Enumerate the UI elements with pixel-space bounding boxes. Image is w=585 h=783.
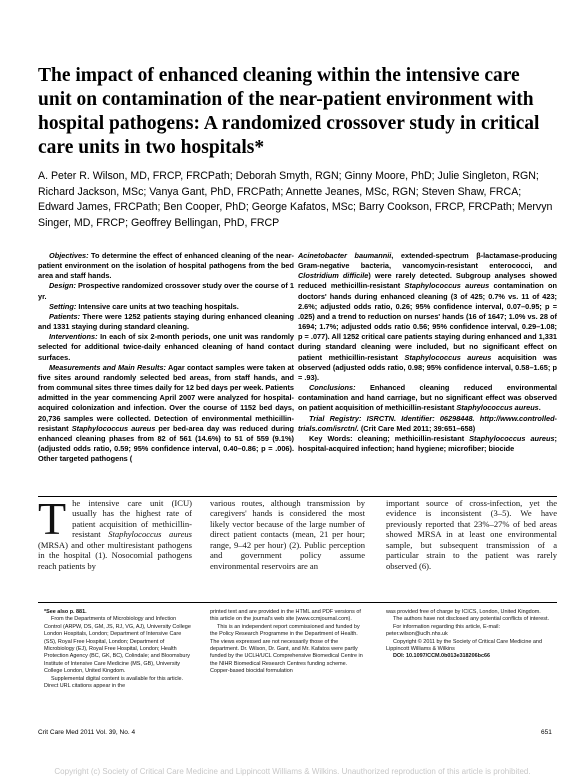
page-number: 651 — [541, 729, 552, 736]
drop-cap: T — [38, 493, 67, 544]
supplemental-note: Supplemental digital content is available for this article. Direct URL citations appear in the — [44, 675, 184, 690]
body-paragraph-2: various routes, although transmission by caregivers' hands is considered the most likely vector because of the large number of direct patient contacts (mean, 21 per hour; range, 9–42 per hour) (2). Public perception and government policy assume environmental reservoirs are an — [210, 498, 365, 571]
abstract-interventions: Interventions: In each of six 2-month periods, one unit was randomly selected for additional twice-daily enhanced cleaning of hand contact surfaces. — [38, 332, 294, 362]
abstract-objectives: Objectives: To determine the effect of enhanced cleaning of the near-patient environment on the isolation of hospital pathogens from the bed area and staff hands. — [38, 251, 294, 281]
conflicts-note: The authors have not disclosed any potential conflicts of interest. — [393, 616, 549, 623]
footnote-column-1 — [44, 609, 192, 690]
abstract-keywords: Key Words: cleaning; methicillin-resistant Staphylococcus aureus; hospital-acquired infection; hand hygiene; microfiber; biocide — [298, 433, 557, 453]
contact-note: For information regarding this article, E-mail: peter.wilson@uclh.nhs.uk — [386, 623, 500, 638]
copyright-note: Copyright © 2011 by the Society of Critical Care Medicine and Lippincott Williams & Wilkins — [386, 638, 542, 653]
footnote-divider — [38, 602, 557, 603]
abstract-measurements-cont: Acinetobacter baumannii, extended-spectrum β-lactamase-producing Gram-negative bacteria, vancomycin-resistant enterococci, and Clostridium difficile) were rarely detected. Subgroup analyses showed reduced methicillin-resistant Staphylococcus aureus contamination on doctors' hands during enhanced cleaning (3 of 425; 0.7% vs. 11 of 423; 2.6%; adjusted odds ratio, 0.26; 95% confidence interval, 0.07–0.95; p = .025) and a trend to reduction on nurses' hands (16 of 1647; 1.0% vs. 28 of 1694; 1.7%; adjusted odds ratio 0.56; 95% confidence interval, 0.29–1.08; p = .077). All 1252 critical care patients staying during enhanced and 1,331 during standard cleaning were included, but no significant effect on patient methicillin-resistant Staphylococcus aureus acquisition was observed (adjusted odds ratio, 0.98; 95% confidence interval, 0.58–1.65; p = .93). — [298, 251, 558, 382]
abstract-divider — [38, 496, 557, 497]
funding-note: This is an independent report commissioned and funded by the Policy Research Programme in the Department of Health. The views expressed are not necessarily those of the department. Dr. Wilson, Dr. Gant, and Mr. Kafatos were partly funded by the UCLH/UCL Comprehensive Biomedical Centre in the NIHR Biomedical Research Centres funding scheme. Copper-based biocidal formulation — [210, 623, 363, 675]
abstract-trial-registry: Trial Registry: ISRCTN. Identifier: 06298448. http://www.controlled-trials.com/isrctn/. (Crit Care Med 2011; 39:651–658) — [298, 413, 558, 433]
abstract-patients: Patients: There were 1252 patients staying during enhanced cleaning and 1331 staying during standard cleaning. — [38, 311, 294, 332]
body-column-2 — [210, 498, 365, 571]
abstract-right-column — [298, 251, 557, 454]
doi[interactable]: DOI: 10.1097/CCM.0b013e318206bc66 — [393, 653, 491, 660]
funding-note-cont: was provided free of charge by ICICS, London, United Kingdom. — [386, 609, 541, 615]
footnote-column-2 — [210, 609, 365, 676]
copyright-watermark: Copyright (c) Society of Critical Care Medicine and Lippincott Williams & Wilkins. Unauthorized reproduction of this article is prohibited. — [54, 767, 531, 776]
abstract-setting: Setting: Intensive care units at two teaching hospitals. — [49, 301, 239, 311]
abstract-left-column — [38, 251, 294, 464]
supplemental-note-cont: printed text and are provided in the HTML and PDF versions of this article on the journal's web site (www.ccmjournal.com). — [210, 609, 361, 623]
abstract-conclusions: Conclusions: Enhanced cleaning reduced environmental contamination and hand carriage, but no significant effect was observed on patient acquisition of methicillin-resistant Staphylococcus aureus. — [298, 383, 557, 413]
body-column-1 — [38, 493, 193, 571]
footnote-column-3 — [386, 609, 557, 661]
intro-paragraph: The intensive care unit (ICU) usually has the highest rate of patient acquisition of methicillin-resistant Staphylococcus aureus (MRSA) and other multiresistant pathogens in the hospital (1). Nosocomial pathogens reach patients by — [38, 493, 193, 571]
trial-registry-url[interactable]: ISRCTN. Identifier: 06298448. http://www.controlled-trials.com/isrctn/. — [298, 413, 558, 433]
article-title: The impact of enhanced cleaning within the intensive care unit on contamination of the near-patient environment with hospital pathogens: A randomized crossover study in critical care units in two hospitals* — [38, 65, 540, 158]
body-column-3 — [386, 498, 557, 571]
see-also-note: *See also p. 881. — [44, 609, 87, 615]
abstract-design: Design: Prospective randomized crossover study over the course of 1 yr. — [38, 281, 294, 301]
affiliations-note: From the Departments of Microbiology and Infection Control (ARPW, DS, GM, JS, RJ, VG, AJ), University College London Hospitals, London; Department of Intensive Care (SS), Royal Free Hospital, London; Department of Microbiology (EJ), Royal Free Hospital, London; Health Protection Agency (BC, GK, BC), Colindale; and Bloomsbury Institute of Intensive Care Medicine (MS, GB), University College London, United Kingdom. — [44, 616, 191, 675]
journal-citation: Crit Care Med 2011 Vol. 39, No. 4 — [38, 729, 136, 736]
author-list: A. Peter R. Wilson, MD, FRCP, FRCPath; Deborah Smyth, RGN; Ginny Moore, PhD; Julie Singleton, RGN; Richard Jackson, MSc; Vanya Gant, PhD, FRCPath; Annette Jeanes, MSc, RGN; Steven Shaw, FRCA; Edward James, FRCPath; Ben Cooper, PhD; George Kafatos, MSc; Barry Cookson, FRCP, FRCPath; Mervyn Singer, MD, FRCP; Geoffrey Bellingan, PhD, FRCP — [38, 170, 553, 229]
body-paragraph-3: important source of cross-infection, yet the evidence is inconsistent (3–5). We have previously reported that 23%–27% of bed areas showed MRSA in at least one environmental sample, but subsequent transmission of a particular strain to the patient was rarely observed (6). — [386, 498, 557, 571]
abstract-measurements: Measurements and Main Results: Agar contact samples were taken at five sites around randomly selected bed areas, from staff hands, and from communal sites three times daily for 12 bed days per week. Patients admitted in the year commencing April 2007 were analyzed for hospital-acquired colonization and infection. Over the course of 1152 bed days, 20,736 samples were collected. Detection of environmental methicillin-resistant Staphylococcus aureus per bed-area day was reduced during enhanced cleaning phases from 82 of 561 (14.6%) to 51 of 559 (9.1%) (adjusted odds ratio, 0.59; 95% confidence interval, 0.40–0.86; p = .006). Other targeted pathogens ( — [38, 362, 295, 464]
